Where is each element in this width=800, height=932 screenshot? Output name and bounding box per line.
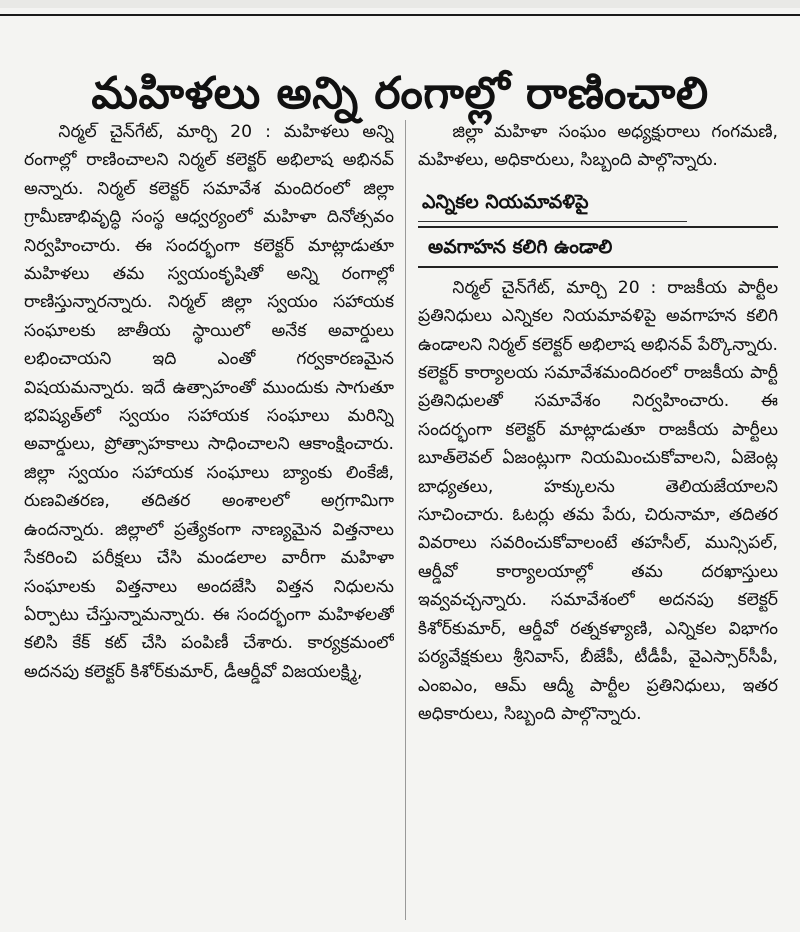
subheading-line-2: అవగాహన కలిగి ఉండాలి: [418, 226, 778, 268]
article-body-1: నిర్మల్ చైన్‌గేట్, మార్చి 20 : మహిళలు అన్ని రంగాల్లో రాణించాలని నిర్మల్ కలెక్టర్ అభిలాష అభినవ్ అన్నారు. నిర్మల్ కలెక్టర్ సమావేశ మందిరంలో జిల్లా గ్రామీణాభివృద్ధి సంస్థ ఆధ్వర్యంలో మహిళా దినోత్సవం నిర్వహించారు. ఈ సందర్భంగా కలెక్టర్ మాట్లాడుతూ మహిళలు తమ స్వయంకృషితో అన్ని రంగాల్లో రాణిస్తున్నారన్నారు. నిర్మల్ జిల్లా స్వయం సహాయక సంఘాలకు జాతీయ స్థాయిలో అనేక అవార్డులు లభించాయని ఇది ఎంతో గర్వకారణమైన విషయమన్నారు. ఇదే ఉత్సాహంతో ముందుకు సాగుతూ భవిష్యత్‌లో స్వయం సహాయక సంఘాలు మరిన్ని అవార్డులు, ప్రోత్సాహకాలు సాధించాలని ఆకాంక్షించారు. జిల్లా స్వయం సహాయక సంఘాలు బ్యాంకు లింకేజీ, రుణవితరణ, తదితర అంశాలలో అగ్రగామిగా ఉందన్నారు. జిల్లాలో ప్రత్యేకంగా నాణ్యమైన విత్తనాలు సేకరించి పరీక్షలు చేసి మండలాల వారీగా మహిళా సంఘాలకు విత్తనాలు అందజేసి విత్తన నిధులను ఏర్పాటు చేస్తున్నామన్నారు. ఈ సందర్భంగా మహిళలతో కలిసి కేక్ కట్ చేసి పంపిణీ చేశారు. కార్యక్రమంలో అదనపు కలెక్టర్ కిశోర్‌కుమార్, డీఆర్డీవో విజయలక్ష్మి,: [24, 122, 394, 682]
column-divider: [405, 120, 406, 920]
top-rule: [0, 14, 800, 16]
top-strip: [0, 0, 800, 8]
article-continuation: జిల్లా మహిళా సంఘం అధ్యక్షురాలు గంగమణి, మహిళలు, అధికారులు, సిబ్బంది పాల్గొన్నారు.: [418, 122, 778, 171]
right-column: [418, 118, 778, 924]
headline: మహిళలు అన్ని రంగాల్లో రాణించాలి: [91, 68, 709, 120]
left-column: [24, 118, 394, 924]
article-body-2: నిర్మల్ చైన్‌గేట్, మార్చి 20 : రాజకీయ పార్టీల ప్రతినిధులు ఎన్నికల నియమావళిపై అవగాహన కలిగి ఉండాలని నిర్మల్ కలెక్టర్ అభిలాష అభినవ్ పేర్కొన్నారు. కలెక్టర్ కార్యాలయ సమావేశమందిరంలో రాజకీయ పార్టీ ప్రతినిధులతో సమావేశం నిర్వహించారు. ఈ సందర్భంగా కలెక్టర్ మాట్లాడుతూ రాజకీయ పార్టీలు బూత్‌లెవల్ ఏజంట్లుగా నియమించుకోవాలని, ఏజెంట్ల బాధ్యతలు, హక్కులను తెలియజేయాలని సూచించారు. ఓటర్లు తమ పేరు, చిరునామా, తదితర వివరాలు సవరించుకోవాలంటే తహసీల్, మున్సిపల్, ఆర్డీవో కార్యాలయాల్లో తమ దరఖాస్తులు ఇవ్వవచ్చన్నారు. సమావేశంలో అదనపు కలెక్టర్ కిశోర్‌కుమార్, ఆర్డీవో రత్నకళ్యాణి, ఎన్నికల విభాగం పర్యవేక్షకులు శ్రీనివాస్, బీజేపీ, టీడీపీ, వైఎస్సార్‌సీపీ, ఎంఐఎం, ఆమ్ ఆద్మీ పార్టీల ప్రతినిధులు, ఇతర అధికారులు, సిబ్బంది పాల్గొన్నారు.: [418, 277, 778, 724]
subheading-line-1: ఎన్నికల నియమావళిపై: [418, 183, 687, 222]
